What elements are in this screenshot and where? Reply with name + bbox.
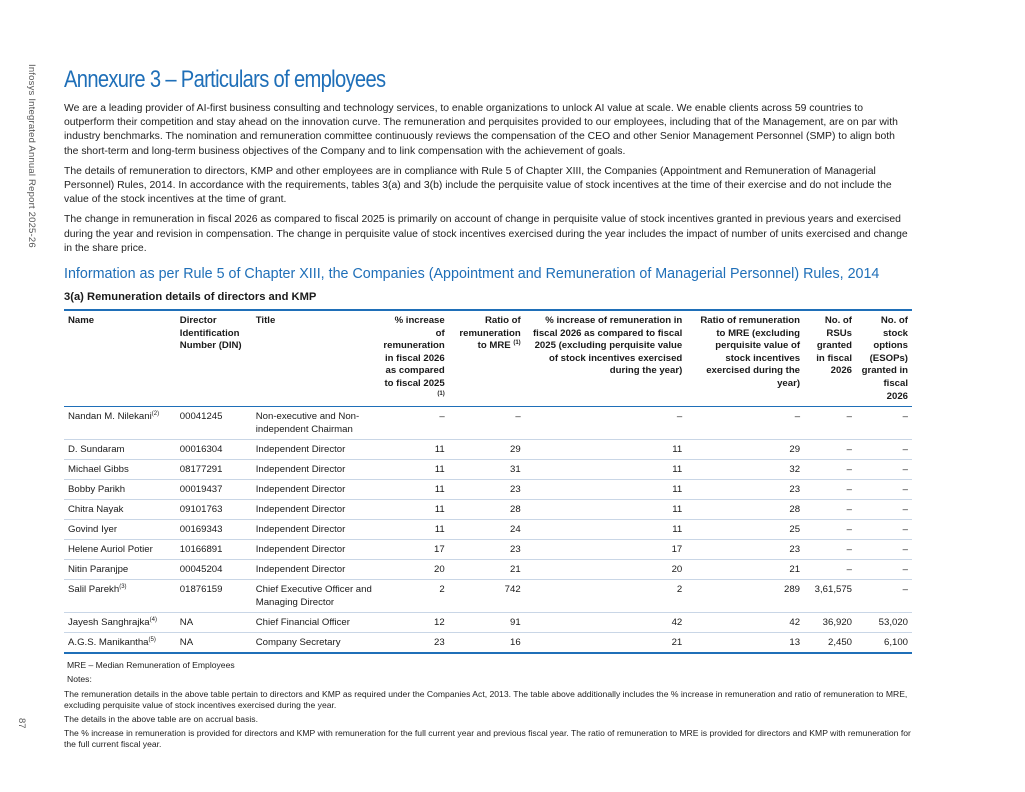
cell-rsus — [804, 613, 856, 633]
notes-section — [64, 660, 912, 750]
remuneration-table — [64, 309, 912, 654]
cell-pct-increase-text: 11 — [434, 524, 445, 536]
cell-pct-increase-excl — [525, 520, 687, 540]
cell-title — [252, 633, 380, 654]
cell-name-text: Jayesh Sanghrajka — [68, 617, 150, 629]
cell-esops-text: – — [902, 544, 908, 556]
cell-esops-text: 53,020 — [878, 617, 908, 629]
cell-pct-increase — [379, 540, 448, 560]
footnote-marker: (3) — [119, 584, 127, 590]
cell-din — [176, 460, 252, 480]
page-number: 87 — [16, 718, 27, 729]
table-row — [64, 560, 912, 580]
cell-pct-increase-excl-text: 2 — [676, 584, 683, 596]
cell-ratio-text: 742 — [504, 584, 521, 596]
cell-pct-increase — [379, 407, 448, 440]
mre-note: MRE – Median Remuneration of Employees — [67, 660, 235, 671]
cell-din-text: 00169343 — [179, 524, 223, 536]
note-item-2: The details in the above table are on accrual basis. — [64, 714, 258, 724]
cell-pct-increase-excl — [525, 540, 687, 560]
cell-rsus — [804, 440, 856, 460]
cell-rsus-text: 3,61,575 — [814, 584, 852, 596]
cell-esops-text: 6,100 — [883, 637, 908, 649]
cell-ratio-excl — [686, 480, 804, 500]
intro-paragraph-3: The change in remuneration in fiscal 2026 as compared to fiscal 2025 is primarily on account of change in perquisite value of stock incentives granted in previous years and exercised during the year and revision in compensation. The change in perquisite value of stock incentives exercised during the year includes the impact of number of units exercised and change in the share price. — [64, 214, 908, 254]
cell-ratio-excl-text: 28 — [789, 504, 801, 516]
cell-rsus-text: – — [846, 544, 852, 556]
cell-title — [252, 460, 380, 480]
table-row — [64, 580, 912, 613]
cell-esops — [856, 560, 912, 580]
cell-pct-increase-excl — [525, 613, 687, 633]
cell-ratio-text: 29 — [510, 444, 521, 456]
cell-pct-increase-excl — [525, 480, 687, 500]
cell-rsus-text: 2,450 — [827, 637, 852, 649]
table-row — [64, 480, 912, 500]
cell-rsus-text: – — [846, 444, 852, 456]
table-row — [64, 460, 912, 480]
cell-pct-increase-text: 11 — [434, 504, 445, 516]
cell-ratio-text: 91 — [510, 617, 521, 629]
cell-title-text: Independent Director — [255, 484, 346, 496]
cell-title — [252, 480, 380, 500]
table-row — [64, 500, 912, 520]
cell-ratio-excl-text: 13 — [789, 637, 801, 649]
cell-ratio-text: – — [515, 411, 521, 423]
notes-label: Notes: — [67, 674, 92, 685]
cell-esops-text: – — [902, 464, 908, 476]
header-ratio: Ratio of remuneration to MRE $^{(1)}$ — [459, 315, 521, 352]
cell-din-text: 00045204 — [179, 564, 223, 576]
footnote-marker: (2) — [151, 411, 160, 417]
cell-rsus-text: – — [846, 464, 852, 476]
table-header-row — [64, 310, 912, 407]
cell-esops — [856, 613, 912, 633]
cell-rsus-text: – — [846, 411, 852, 423]
cell-esops-text: – — [902, 584, 908, 596]
cell-ratio — [449, 520, 525, 540]
table-body — [64, 407, 912, 654]
cell-title-text: Independent Director — [255, 564, 346, 576]
cell-pct-increase — [379, 560, 448, 580]
cell-pct-increase-excl-text: 20 — [671, 564, 683, 576]
cell-name-text: Nandan M. Nilekani — [68, 411, 152, 423]
cell-rsus — [804, 633, 856, 654]
note-item-1: The remuneration details in the above table pertain to directors and KMP as required under the Companies Act, 2013. The table above additionally includes the % increase in remuneration and ratio of remuneration to MRE, excluding perquisite value of stock incentives exercised during the year. — [64, 688, 908, 710]
cell-pct-increase — [379, 613, 448, 633]
cell-pct-increase-text: 11 — [434, 484, 445, 496]
cell-din — [176, 580, 252, 613]
cell-din-text: 00041245 — [179, 411, 223, 423]
cell-ratio-excl — [686, 440, 804, 460]
cell-name-text: Bobby Parikh — [68, 484, 126, 496]
cell-pct-increase — [379, 480, 448, 500]
cell-pct-increase-text: 12 — [434, 617, 445, 629]
cell-esops-text: – — [902, 504, 908, 516]
intro-paragraph-1: We are a leading provider of AI-first business consulting and technology services, to enable organizations to unlock AI value at scale. We enable clients across 59 countries to outperform their competition and stay ahead on the innovation curve. The remuneration and perquisites provided to our employees, including that of the Management, are on par with industry benchmarks. The nomination and remuneration committee continuously reviews the compensation of the CEO and other Senior Management Personnel (SMP) to align both the short-term and long-term business objectives of the Company and to link compensation with the achievement of goals. — [64, 103, 898, 157]
page-title: Annexure 3 – Particulars of employees — [64, 66, 386, 93]
cell-name — [64, 540, 176, 560]
cell-title-text: Independent Director — [255, 544, 346, 556]
cell-ratio-text: 31 — [510, 464, 521, 476]
cell-ratio-excl — [686, 580, 804, 613]
cell-title — [252, 500, 380, 520]
cell-rsus — [804, 560, 856, 580]
cell-rsus — [804, 460, 856, 480]
header-pct-increase: % increase of remuneration in fiscal 2026 as compared to fiscal 2025 $^{(1)}$ — [383, 315, 445, 397]
cell-pct-increase-excl — [525, 560, 687, 580]
section-heading: Information as per Rule 5 of Chapter XIII, the Companies (Appointment and Remuneration of Managerial Personnel) Rules, 2014 — [64, 266, 880, 283]
cell-ratio-text: 28 — [510, 504, 521, 516]
cell-name — [64, 480, 176, 500]
cell-rsus — [804, 540, 856, 560]
cell-name-text: A.G.S. Manikantha — [68, 637, 149, 649]
cell-pct-increase-text: 17 — [434, 544, 445, 556]
cell-ratio — [449, 580, 525, 613]
cell-pct-increase-excl — [525, 500, 687, 520]
cell-pct-increase — [379, 500, 448, 520]
cell-name-text: Salil Parekh — [68, 584, 120, 596]
cell-ratio — [449, 500, 525, 520]
cell-ratio — [449, 460, 525, 480]
cell-esops — [856, 540, 912, 560]
cell-ratio-excl — [686, 407, 804, 440]
cell-din — [176, 440, 252, 460]
header-rsus: No. of RSUs granted in fiscal 2026 — [816, 315, 852, 377]
cell-name-text: Nitin Paranjpe — [68, 564, 129, 576]
cell-din-text: 01876159 — [179, 584, 223, 596]
cell-pct-increase-text: 23 — [434, 637, 445, 649]
footnote-marker: (5) — [148, 637, 156, 643]
cell-ratio-excl-text: 23 — [789, 484, 801, 496]
cell-ratio-excl-text: 21 — [789, 564, 801, 576]
cell-pct-increase-excl — [525, 460, 687, 480]
cell-title-text: Independent Director — [255, 444, 346, 456]
cell-din — [176, 633, 252, 654]
cell-ratio-text: 24 — [510, 524, 521, 536]
cell-esops — [856, 500, 912, 520]
cell-din-text: 00016304 — [179, 444, 223, 456]
cell-pct-increase — [379, 460, 448, 480]
cell-rsus — [804, 407, 856, 440]
cell-ratio-excl-text: 29 — [789, 444, 801, 456]
cell-rsus — [804, 500, 856, 520]
cell-title — [252, 407, 380, 440]
cell-name-text: Michael Gibbs — [68, 464, 129, 476]
table-row — [64, 540, 912, 560]
cell-pct-increase-excl-text: 42 — [671, 617, 683, 629]
cell-name-text: Govind Iyer — [68, 524, 118, 536]
cell-ratio-text: 23 — [510, 544, 521, 556]
cell-pct-increase — [379, 520, 448, 540]
footnote-marker: (4) — [149, 617, 157, 623]
cell-pct-increase-excl-text: 17 — [671, 544, 683, 556]
cell-din — [176, 500, 252, 520]
cell-din — [176, 613, 252, 633]
cell-rsus — [804, 520, 856, 540]
cell-din — [176, 407, 252, 440]
cell-name — [64, 613, 176, 633]
cell-esops-text: – — [902, 484, 908, 496]
cell-rsus-text: – — [846, 564, 852, 576]
cell-esops — [856, 633, 912, 654]
cell-ratio-excl — [686, 560, 804, 580]
cell-din — [176, 560, 252, 580]
cell-esops — [856, 460, 912, 480]
cell-rsus-text: – — [846, 504, 852, 516]
cell-ratio — [449, 633, 525, 654]
cell-title-text: Company Secretary — [255, 637, 341, 649]
cell-pct-increase-excl-text: 11 — [672, 464, 683, 476]
cell-title-text: Chief Financial Officer — [255, 617, 350, 629]
cell-rsus — [804, 480, 856, 500]
cell-din-text: 00019437 — [179, 484, 223, 496]
cell-ratio — [449, 540, 525, 560]
cell-ratio-excl — [686, 500, 804, 520]
cell-title-text: Independent Director — [255, 524, 346, 536]
cell-ratio-excl — [686, 520, 804, 540]
cell-pct-increase — [379, 440, 448, 460]
cell-name — [64, 633, 176, 654]
cell-rsus — [804, 580, 856, 613]
cell-pct-increase-excl-text: 11 — [672, 504, 683, 516]
cell-din-text: NA — [179, 637, 194, 649]
cell-esops-text: – — [902, 444, 908, 456]
cell-din — [176, 520, 252, 540]
table-row — [64, 613, 912, 633]
cell-name — [64, 520, 176, 540]
cell-title — [252, 560, 380, 580]
cell-name — [64, 440, 176, 460]
cell-pct-increase-text: 11 — [434, 464, 445, 476]
header-title: Title — [255, 315, 276, 327]
cell-ratio-text: 21 — [510, 564, 521, 576]
cell-ratio-excl-text: 289 — [784, 584, 801, 596]
cell-rsus-text: – — [846, 484, 852, 496]
cell-esops — [856, 480, 912, 500]
cell-ratio-excl — [686, 633, 804, 654]
cell-pct-increase-text: – — [439, 411, 445, 423]
cell-din-text: 10166891 — [179, 544, 223, 556]
cell-name-text: Helene Auriol Potier — [68, 544, 153, 556]
cell-esops — [856, 520, 912, 540]
cell-din-text: NA — [179, 617, 194, 629]
cell-pct-increase-excl — [525, 440, 687, 460]
cell-name — [64, 580, 176, 613]
cell-pct-increase-excl-text: 11 — [672, 524, 683, 536]
table-row — [64, 520, 912, 540]
cell-pct-increase-text: 20 — [434, 564, 445, 576]
cell-name — [64, 460, 176, 480]
cell-ratio-excl — [686, 540, 804, 560]
cell-ratio-excl-text: 32 — [789, 464, 801, 476]
side-report-label: Infosys Integrated Annual Report 2025-26 — [26, 64, 37, 248]
cell-rsus-text: 36,920 — [822, 617, 852, 629]
cell-pct-increase-text: 11 — [434, 444, 445, 456]
table-row — [64, 633, 912, 654]
cell-rsus-text: – — [846, 524, 852, 536]
cell-name — [64, 500, 176, 520]
cell-esops — [856, 407, 912, 440]
header-esops: No. of stock options (ESOPs) granted in fiscal 2026 — [861, 315, 908, 402]
cell-title — [252, 580, 380, 613]
cell-title — [252, 440, 380, 460]
cell-title — [252, 540, 380, 560]
cell-title — [252, 613, 380, 633]
cell-ratio-text: 16 — [510, 637, 521, 649]
table-row — [64, 407, 912, 440]
cell-title-text: Chief Executive Officer and Managing Director — [255, 584, 372, 609]
cell-pct-increase-excl — [525, 580, 687, 613]
cell-pct-increase — [379, 633, 448, 654]
cell-esops — [856, 580, 912, 613]
cell-ratio-excl-text: – — [794, 411, 801, 423]
cell-ratio — [449, 480, 525, 500]
table-row — [64, 440, 912, 460]
cell-pct-increase — [379, 580, 448, 613]
cell-pct-increase-excl — [525, 407, 687, 440]
cell-ratio — [449, 407, 525, 440]
cell-esops-text: – — [902, 524, 908, 536]
cell-pct-increase-excl — [525, 633, 687, 654]
page-content — [64, 66, 912, 754]
cell-din — [176, 480, 252, 500]
table-heading: 3(a) Remuneration details of directors and KMP — [64, 291, 317, 304]
cell-title-text: Independent Director — [255, 464, 346, 476]
cell-esops-text: – — [902, 411, 908, 423]
cell-ratio-text: 23 — [510, 484, 521, 496]
cell-name — [64, 560, 176, 580]
cell-din-text: 08177291 — [179, 464, 223, 476]
cell-ratio-excl-text: 42 — [789, 617, 801, 629]
cell-ratio-excl — [686, 613, 804, 633]
cell-ratio-excl — [686, 460, 804, 480]
cell-pct-increase-text: 2 — [439, 584, 445, 596]
cell-title-text: Non-executive and Non-independent Chairman — [255, 411, 360, 436]
header-ratio-excl: Ratio of remuneration to MRE (excluding perquisite value of stock incentives exercised during the year) — [700, 315, 801, 389]
cell-ratio — [449, 613, 525, 633]
cell-ratio — [449, 560, 525, 580]
cell-ratio-excl-text: 25 — [789, 524, 801, 536]
cell-esops-text: – — [902, 564, 908, 576]
cell-ratio — [449, 440, 525, 460]
header-din: Director Identification Number (DIN) — [179, 315, 242, 352]
header-name: Name — [68, 315, 95, 327]
intro-paragraph-2: The details of remuneration to directors, KMP and other employees are in compliance with Rule 5 of Chapter XIII, the Companies (Appointment and Remuneration of Managerial Personnel) Rules, 2014. In accordance with the requirements, tables 3(a) and 3(b) include the perquisite value of stock incentives at the time of their exercise and do not include the value of the stock incentives at the time of grant. — [64, 165, 892, 206]
cell-title — [252, 520, 380, 540]
cell-pct-increase-excl-text: 11 — [672, 444, 683, 456]
note-item-3: The % increase in remuneration is provided for directors and KMP with remuneration for the full current year and previous fiscal year. The ratio of remuneration to MRE is provided for directors and KMP with remuneration for the full current fiscal year. — [64, 728, 911, 750]
header-pct-increase-excl: % increase of remuneration in fiscal 2026 as compared to fiscal 2025 (excluding perquisite value of stock incentives exercised during the year) — [532, 315, 683, 377]
cell-title-text: Independent Director — [255, 504, 346, 516]
cell-ratio-excl-text: 23 — [789, 544, 801, 556]
cell-din-text: 09101763 — [179, 504, 223, 516]
cell-pct-increase-excl-text: 21 — [671, 637, 683, 649]
cell-esops — [856, 440, 912, 460]
cell-din — [176, 540, 252, 560]
cell-name — [64, 407, 176, 440]
cell-pct-increase-excl-text: 11 — [672, 484, 683, 496]
cell-pct-increase-excl-text: – — [676, 411, 683, 423]
cell-name-text: Chitra Nayak — [68, 504, 124, 516]
cell-name-text: D. Sundaram — [68, 444, 125, 456]
